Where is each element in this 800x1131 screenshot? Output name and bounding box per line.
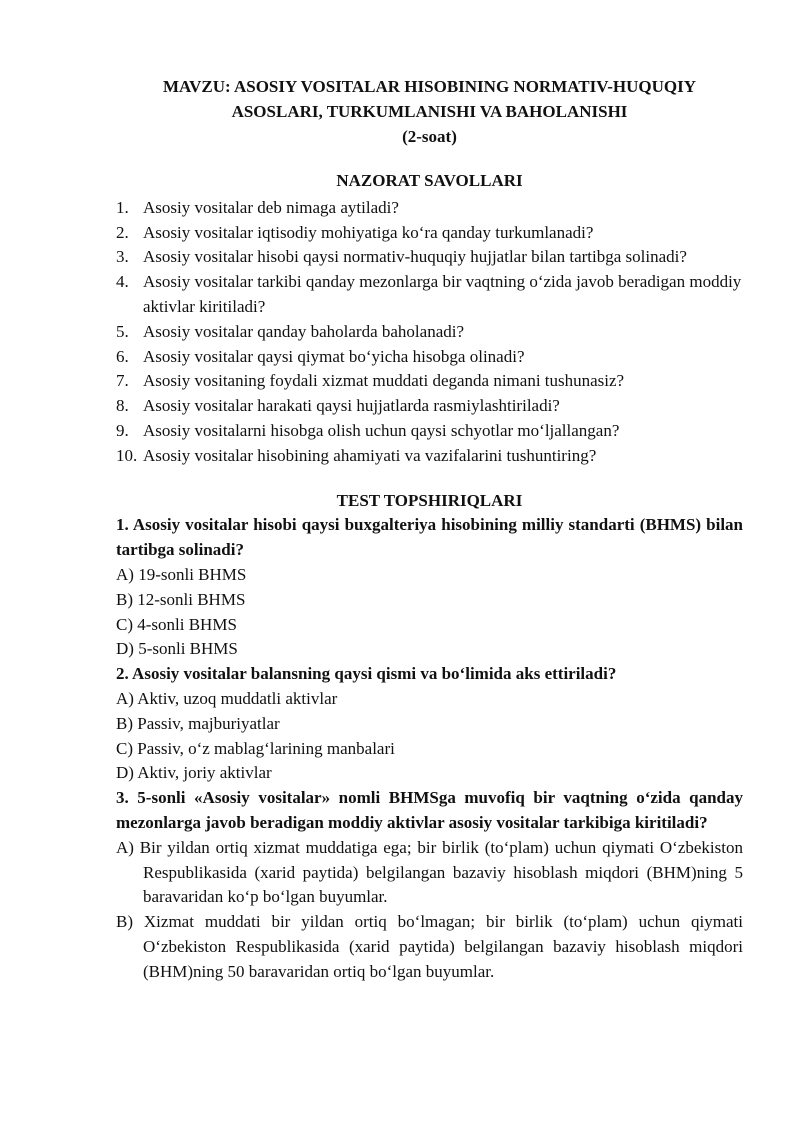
list-item xyxy=(116,369,743,394)
item-number: 6. xyxy=(116,346,129,366)
item-text: Asosiy vositalar hisobining ahamiyati va vazifalarini tushuntiring? xyxy=(143,445,597,465)
answer-option: A) Aktiv, uzoq muddatli aktivlar xyxy=(116,688,338,708)
answer-option: C) 4-sonli BHMS xyxy=(116,614,237,634)
list-item xyxy=(116,394,743,419)
item-number: 5. xyxy=(116,321,129,341)
item-text: Asosiy vositalar harakati qaysi hujjatlarda rasmiylashtiriladi? xyxy=(143,396,560,416)
question-text: 3. 5-sonli «Asosiy vositalar» nomli BHMSga muvofiq bir vaqtning o‘zida qanday mezonlarga javob beradigan moddiy aktivlar asosiy vositalar tarkibiga kiritiladi? xyxy=(116,788,743,832)
document-page xyxy=(116,74,743,985)
item-text: Asosiy vositalarni hisobga olish uchun qaysi schyotlar mo‘ljallangan? xyxy=(143,420,620,440)
item-text: Asosiy vositalar qaysi qiymat bo‘yicha hisobga olinadi? xyxy=(143,346,525,366)
answer-option: A) Bir yildan ortiq xizmat muddatiga ega; bir birlik (to‘plam) uchun qiymati O‘zbekiston Respublikasida (xarid paytida) belgilangan bazaviy hisoblash miqdori (BHM)ning 5 baravaridan ko‘p bo‘lgan buyumlar. xyxy=(116,837,743,907)
list-item xyxy=(116,444,743,469)
list-item xyxy=(116,245,743,270)
test-question-3 xyxy=(116,786,743,984)
answer-option: B) Xizmat muddati bir yildan ortiq bo‘lmagan; bir birlik (to‘plam) uchun qiymati O‘zbekiston Respublikasida (xarid paytida) belgilangan bazaviy hisoblash miqdori (BHM)ning 50 baravaridan ortiq bo‘lgan buyumlar. xyxy=(116,912,743,981)
item-number: 8. xyxy=(116,396,129,416)
list-item xyxy=(116,345,743,370)
control-questions-list xyxy=(116,196,743,469)
item-text: Asosiy vositalar deb nimaga aytiladi? xyxy=(143,197,399,217)
item-text: Asosiy vositalar tarkibi qanday mezonlarga bir vaqtning o‘zida javob beradigan moddiy aktivlar kiritiladi? xyxy=(143,272,742,316)
tests-heading: TEST TOPSHIRIQLARI xyxy=(336,490,523,510)
title-line-2: ASOSLARI, TURKUMLANISHI VA BAHOLANISHI xyxy=(231,102,628,121)
item-number: 3. xyxy=(116,247,129,267)
test-question-2 xyxy=(116,662,743,786)
list-item xyxy=(116,320,743,345)
test-question-1 xyxy=(116,513,743,662)
item-number: 1. xyxy=(116,197,129,217)
question-text: 2. Asosiy vositalar balansning qaysi qismi va bo‘limida aks ettiriladi? xyxy=(116,664,617,684)
title-line-1: MAVZU: ASOSIY VOSITALAR HISOBINING NORMATIV-HUQUQIY xyxy=(162,77,697,96)
item-text: Asosiy vositaning foydali xizmat muddati deganda nimani tushunasiz? xyxy=(143,371,625,391)
answer-option: D) Aktiv, joriy aktivlar xyxy=(116,763,272,783)
control-questions-heading: NAZORAT SAVOLLARI xyxy=(336,171,523,190)
item-text: Asosiy vositalar qanday baholarda baholanadi? xyxy=(143,321,465,341)
question-text: 1. Asosiy vositalar hisobi qaysi buxgalteriya hisobining milliy standarti (BHMS) bilan tartibga solinadi? xyxy=(116,515,743,560)
answer-option: B) Passiv, majburiyatlar xyxy=(116,713,280,733)
answer-option: D) 5-sonli BHMS xyxy=(116,639,238,659)
page-title xyxy=(116,74,743,149)
item-text: Asosiy vositalar hisobi qaysi normativ-huquqiy hujjatlar bilan tartibga solinadi? xyxy=(143,247,687,267)
list-item xyxy=(116,196,743,221)
answer-option: A) 19-sonli BHMS xyxy=(116,564,247,584)
list-item xyxy=(116,270,743,320)
item-number: 7. xyxy=(116,371,129,391)
hours-label: (2-soat) xyxy=(402,127,457,146)
item-number: 9. xyxy=(116,420,129,440)
item-text: Asosiy vositalar iqtisodiy mohiyatiga ko‘ra qanday turkumlanadi? xyxy=(143,222,594,242)
list-item xyxy=(116,419,743,444)
item-number: 4. xyxy=(116,272,129,292)
item-number: 2. xyxy=(116,222,129,242)
item-number: 10. xyxy=(116,445,138,465)
list-item xyxy=(116,221,743,246)
answer-option: C) Passiv, o‘z mablag‘larining manbalari xyxy=(116,738,395,758)
answer-option: B) 12-sonli BHMS xyxy=(116,589,246,609)
